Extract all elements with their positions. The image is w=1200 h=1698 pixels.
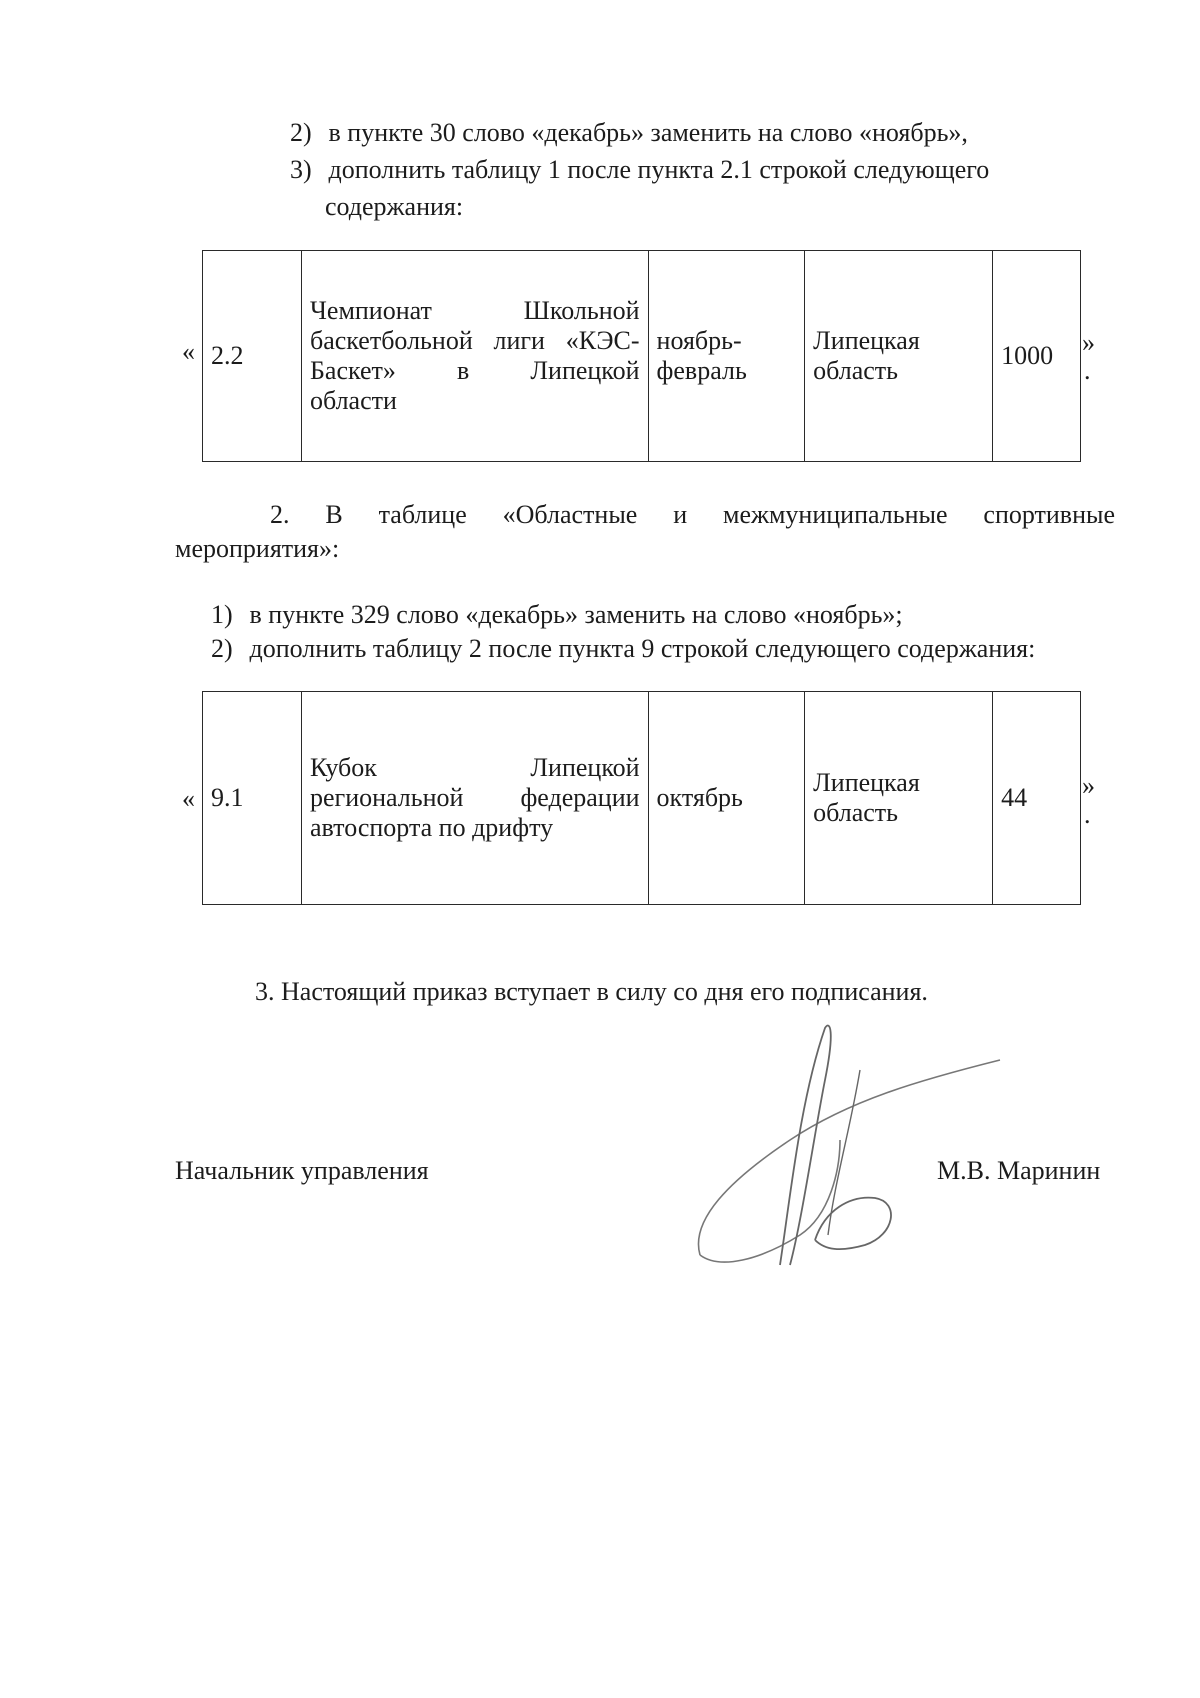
section2-heading-line2: мероприятия»: [175, 534, 340, 563]
item-2 [290, 118, 968, 148]
item-2-text: в пункте 30 слово «декабрь» заменить на слово «ноябрь», [328, 118, 968, 147]
table-row [203, 692, 1081, 905]
section2-item-2-text: дополнить таблицу 2 после пункта 9 строкой следующего содержания: [249, 634, 1036, 663]
table1-period-line-2: февраль [656, 356, 747, 385]
table1-close-dot: . [1084, 356, 1091, 385]
table2-place-line-1: Липецкая [813, 768, 920, 797]
table1-cell-period [648, 251, 805, 462]
table1-close-quote: » [1082, 328, 1095, 357]
table2-close-dot: . [1084, 800, 1091, 829]
table1-cell-event [302, 251, 649, 462]
section3-text: 3. Настоящий приказ вступает в силу со дня его подписания. [255, 977, 928, 1006]
section2-item-1-text: в пункте 329 слово «декабрь» заменить на слово «ноябрь»; [249, 600, 903, 629]
table1-cell-number: 2.2 [203, 251, 302, 462]
table1-event-line-3: Баскет» в Липецкой [310, 356, 640, 385]
table2-event-line-1: Кубок Липецкой [310, 753, 640, 782]
item-3-text: дополнить таблицу 1 после пункта 2.1 строкой следующего [328, 155, 990, 184]
section2-item-1-number: 1) [211, 600, 233, 629]
table1-place-line-1: Липецкая [813, 326, 920, 355]
table1-place-line-2: область [813, 356, 898, 385]
table2-cell-event [302, 692, 649, 905]
table2-place-line-2: область [813, 798, 898, 827]
position-title: Начальник управления [175, 1156, 429, 1185]
table1-event-line-4: области [310, 386, 397, 415]
item-3 [290, 155, 989, 185]
table2-cell-place [805, 692, 993, 905]
section2-item-2-number: 2) [211, 634, 233, 663]
table2-open-quote: « [182, 784, 195, 813]
table2-cell-period: октябрь [648, 692, 805, 905]
table1-cell-participants: 1000 [993, 251, 1081, 462]
table1-cell-place [805, 251, 993, 462]
item-3-number: 3) [290, 155, 312, 184]
item-3-continuation: содержания: [325, 192, 464, 221]
table-row [203, 251, 1081, 462]
signature-image [690, 1020, 1010, 1280]
table1 [202, 250, 1081, 462]
item-2-number: 2) [290, 118, 312, 147]
table2-event-line-3: автоспорта по дрифту [310, 813, 554, 842]
table1-event-line-2: баскетбольной лиги «КЭС- [310, 326, 640, 355]
section2-item-2 [211, 634, 1035, 664]
table1-period-line-1: ноябрь- [656, 326, 742, 355]
table2-cell-participants: 44 [993, 692, 1081, 905]
table1-open-quote: « [182, 337, 195, 366]
section2-item-1 [211, 600, 903, 630]
table2-cell-number: 9.1 [203, 692, 302, 905]
table2-close-quote: » [1082, 771, 1095, 800]
table2 [202, 691, 1081, 905]
section2-heading-line1: 2. В таблице «Областные и межмуниципальные спортивные [270, 500, 1115, 529]
table1-event-line-1: Чемпионат Школьной [310, 296, 640, 325]
table2-event-line-2: региональной федерации [310, 783, 640, 812]
signer-name: М.В. Маринин [937, 1156, 1101, 1185]
